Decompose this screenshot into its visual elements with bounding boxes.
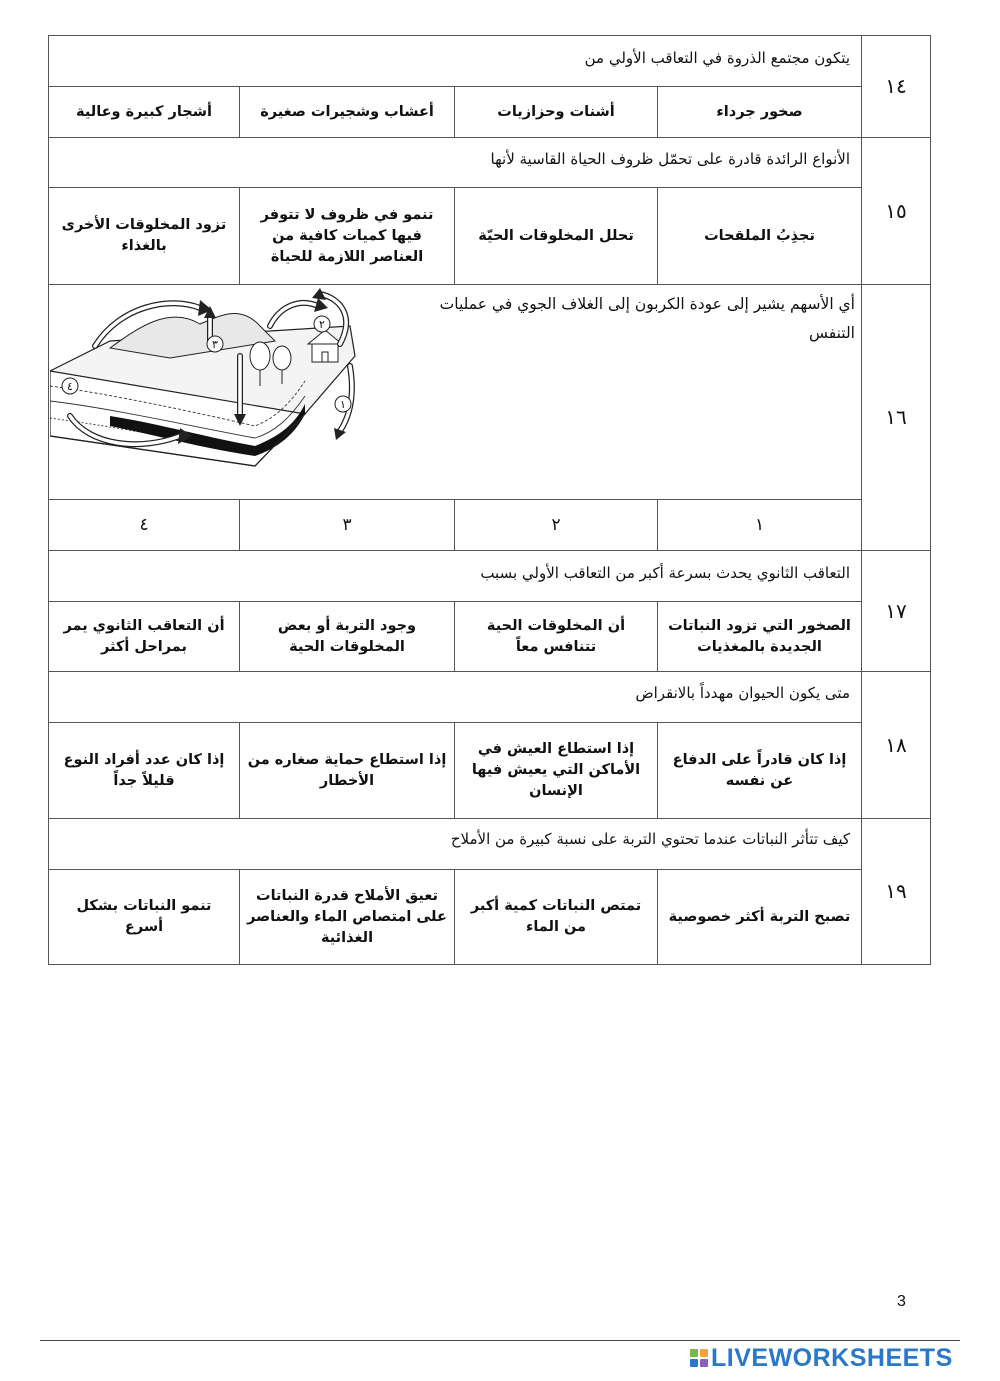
page-number: 3: [897, 1293, 906, 1310]
question-number: ١٦: [885, 405, 907, 429]
option-2[interactable]: إذا استطاع العيش في الأماكن التي يعيش فيها الإنسان: [471, 741, 641, 799]
option-1[interactable]: تجذِبُ الملقحات: [704, 227, 815, 244]
figure-label-4: ٤: [67, 380, 73, 393]
question-number: ١٧: [885, 598, 907, 623]
option-4[interactable]: أن التعاقب الثانوي يمر بمراحل أكثر: [63, 617, 225, 655]
option-3[interactable]: تعيق الأملاح قدرة النباتات على امتصاص الماء والعناصر الغذائية: [247, 887, 447, 946]
option-1[interactable]: إذا كان قادراً على الدفاع عن نفسه: [672, 751, 847, 789]
question-text: الأنواع الرائدة قادرة على تحمّل ظروف الحياة القاسية لأنها: [490, 150, 850, 168]
option-4[interactable]: أشجار كبيرة وعالية: [76, 103, 212, 120]
carbon-cycle-diagram: [50, 286, 360, 498]
figure-label-3: ٣: [212, 338, 218, 351]
liveworksheets-logo-icon: [690, 1349, 708, 1367]
option-2[interactable]: أن المخلوقات الحية تتنافس معاً: [486, 617, 626, 655]
question-number: ١٩: [885, 879, 907, 903]
question-text: متى يكون الحيوان مهدداً بالانقراض: [635, 684, 850, 702]
question-text: كيف تتأثر النباتات عندما تحتوي التربة على نسبة كبيرة من الأملاح: [450, 830, 850, 848]
brand-text: LIVEWORKSHEETS: [711, 1343, 953, 1372]
option-2[interactable]: تمتص النباتات كمية أكبر من الماء: [470, 898, 642, 935]
option-3[interactable]: وجود التربة أو بعض المخلوقات الحية: [277, 617, 417, 655]
question-number: ١٥: [885, 198, 907, 223]
figure-label-2: ٢: [319, 318, 325, 331]
option-3[interactable]: إذا استطاع حماية صغاره من الأخطار: [247, 751, 447, 789]
option-1[interactable]: الصخور التي تزود النباتات الجديدة بالمغذيات: [668, 617, 851, 655]
option-1[interactable]: تصبح التربة أكثر خصوصية: [668, 908, 851, 925]
option-4[interactable]: تزود المخلوقات الأخرى بالغذاء: [61, 217, 227, 254]
option-1[interactable]: صخور جرداء: [716, 103, 803, 120]
question-number: ١٤: [885, 74, 907, 98]
option-4[interactable]: إذا كان عدد أفراد النوع قليلاً جداً: [63, 751, 225, 789]
figure-label-1: ١: [340, 398, 346, 411]
question-text: التعاقب الثانوي يحدث بسرعة أكبر من التعاقب الأولي بسبب: [480, 564, 850, 582]
option-2[interactable]: تحلل المخلوقات الحيّة: [478, 227, 634, 244]
option-4[interactable]: تنمو النباتات بشكل أسرع: [76, 898, 212, 935]
question-text: أي الأسهم يشير إلى عودة الكربون إلى الغلاف الجوي في عمليات التنفس: [439, 295, 855, 342]
question-text: يتكون مجتمع الذروة في التعاقب الأولي من: [584, 49, 850, 67]
option-2[interactable]: ٢: [551, 514, 561, 535]
question-number: ١٨: [885, 732, 907, 757]
liveworksheets-logo: [690, 1343, 990, 1373]
option-3[interactable]: ٣: [342, 514, 352, 535]
option-4[interactable]: ٤: [139, 514, 149, 535]
option-2[interactable]: أشنات وحزازيات: [497, 103, 615, 120]
option-3[interactable]: تنمو في ظروف لا تتوفر فيها كميات كافية من العناصر اللازمة للحياة: [260, 206, 434, 265]
option-3[interactable]: أعشاب وشجيرات صغيرة: [260, 103, 434, 120]
option-1[interactable]: ١: [754, 514, 765, 535]
footer-divider: [40, 1340, 960, 1341]
